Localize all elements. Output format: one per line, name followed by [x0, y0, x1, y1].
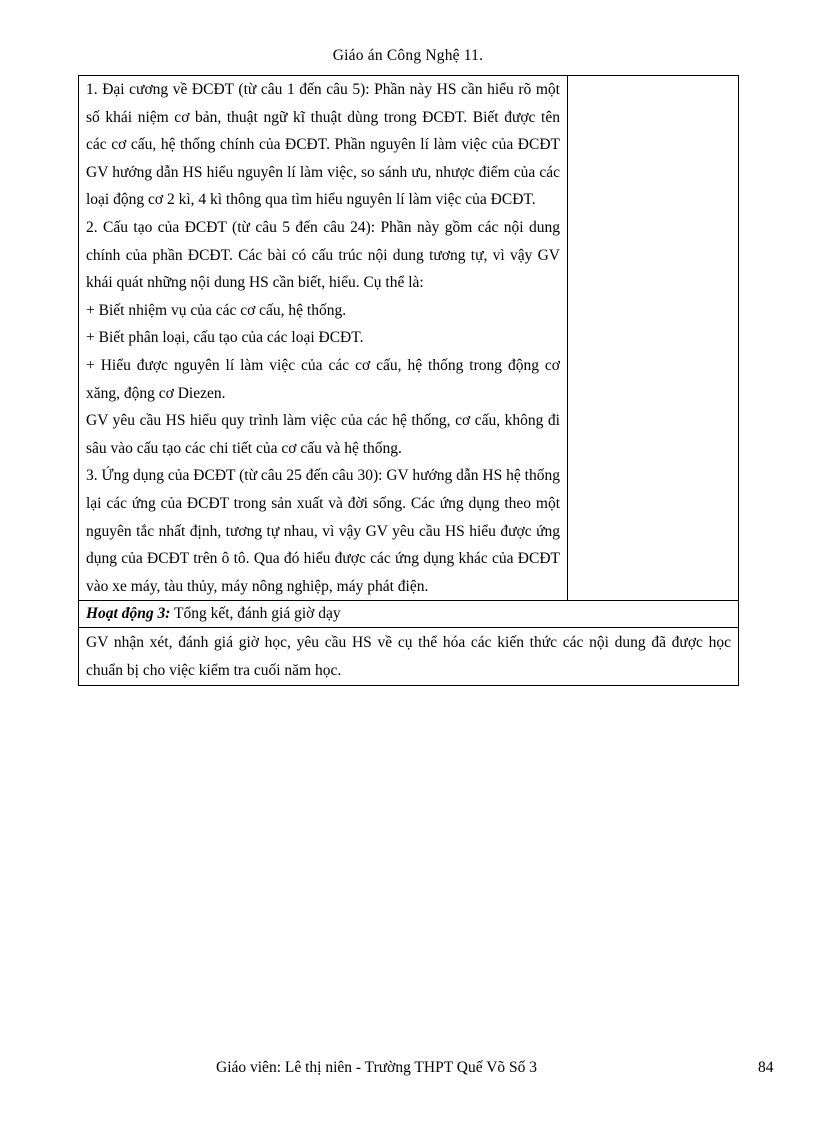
paragraph-teacher-requirement: GV yêu cầu HS hiểu quy trình làm việc của các hệ thống, cơ cấu, không đi sâu vào cấu tạo các chi tiết của cơ cấu và hệ thống.: [86, 412, 560, 457]
footer-teacher-info: Giáo viên: Lê thị niên - Trường THPT Quế Võ Số 3: [216, 1059, 538, 1076]
side-note-cell: [568, 76, 739, 601]
activity-title: Hoạt động 3:: [86, 605, 171, 623]
header-title: Giáo án Công Nghệ 11.: [332, 47, 484, 64]
bullet-classification: + Biết phân loại, cấu tạo của các loại ĐCĐT.: [86, 329, 364, 347]
activity-cell: [79, 601, 739, 628]
bullet-tasks: + Biết nhiệm vụ của các cơ cấu, hệ thống.: [86, 301, 347, 319]
content-row: [79, 76, 739, 601]
summary-text: GV nhận xét, đánh giá giờ học, yêu cầu HS về cụ thể hóa các kiến thức các nội dung đã được học chuẩn bị cho việc kiểm tra cuối năm học.: [86, 634, 731, 679]
bullet-principles: + Hiểu được nguyên lí làm việc của các cơ cấu, hệ thống trong động cơ xăng, động cơ Diezen.: [86, 356, 560, 402]
page-header: [0, 47, 816, 65]
summary-cell: [79, 628, 739, 686]
activity-row: [79, 601, 739, 628]
summary-row: [79, 628, 739, 686]
paragraph-structure: 2. Cấu tạo của ĐCĐT (từ câu 5 đến câu 24): Phần này gồm các nội dung chính của phần ĐCĐT. Các bài có cấu trúc nội dung tương tự, vì vậy GV khái quát những nội dung HS cần biết, hiểu. Cụ thể là:: [86, 218, 560, 292]
paragraph-overview: 1. Đại cương về ĐCĐT (từ câu 1 đến câu 5): Phần này HS cần hiểu rõ một số khái niệm cơ bản, thuật ngữ kĩ thuật dùng trong ĐCĐT. Biết được tên các cơ cấu, hệ thống chính của ĐCĐT. Phần nguyên lí làm việc của ĐCĐT GV hướng dẫn HS hiểu nguyên lí làm việc, so sánh ưu, nhược điểm của các loại động cơ 2 kì, 4 kì thông qua tìm hiểu nguyên lí làm việc của ĐCĐT.: [86, 81, 560, 209]
activity-text: Tổng kết, đánh giá giờ dạy: [170, 605, 341, 623]
page-number: 84: [758, 1059, 774, 1076]
content-cell: [79, 76, 568, 601]
paragraph-applications: 3. Ứng dụng của ĐCĐT (từ câu 25 đến câu 30): GV hướng dẫn HS hệ thống lại các ứng của ĐCĐT trong sản xuất và đời sống. Các ứng dụng theo một nguyên tắc nhất định, tương tự nhau, vì vậy GV yêu cầu HS hiểu được ứng dụng của ĐCĐT trên ô tô. Qua đó hiểu được các ứng dụng khác của ĐCĐT vào xe máy, tàu thủy, máy nông nghiệp, máy phát điện.: [86, 467, 560, 595]
lesson-table: [78, 75, 739, 686]
